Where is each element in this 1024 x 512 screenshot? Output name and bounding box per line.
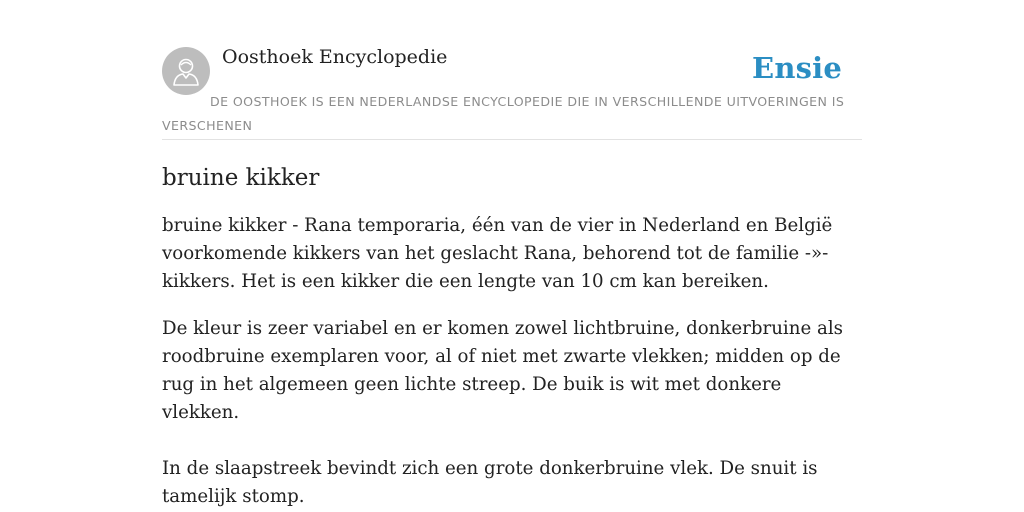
article — [162, 160, 862, 511]
source-avatar[interactable] — [162, 47, 210, 95]
article-title: bruine kikker — [162, 165, 320, 191]
article-paragraph: In de slaapstreek bevindt zich een grote donkerbruine vlek. De snuit is tamelijk stomp. — [162, 458, 818, 507]
source-name-link[interactable]: Oosthoek Encyclopedie — [222, 46, 448, 68]
ensie-logo-link[interactable]: Ensie — [752, 51, 842, 85]
article-paragraph: De kleur is zeer variabel en er komen zowel lichtbruine, donkerbruine als roodbruine exemplaren voor, al of niet met zwarte vlekken; midden op de rug in het algemeen geen lichte streep. De buik is wit met donkere vlekken. — [162, 318, 843, 423]
source-description: DE OOSTHOEK IS EEN NEDERLANDSE ENCYCLOPEDIE DIE IN VERSCHILLENDE UITVOERINGEN IS VERSCHENEN — [162, 94, 845, 133]
article-paragraph: bruine kikker - Rana temporaria, één van de vier in Nederland en België voorkomende kikkers van het geslacht Rana, behorend tot de familie -»-kikkers. Het is een kikker die een lengte van 10 cm kan bereiken. — [162, 215, 833, 292]
header-divider — [162, 139, 862, 140]
user-silhouette-icon — [172, 56, 200, 86]
